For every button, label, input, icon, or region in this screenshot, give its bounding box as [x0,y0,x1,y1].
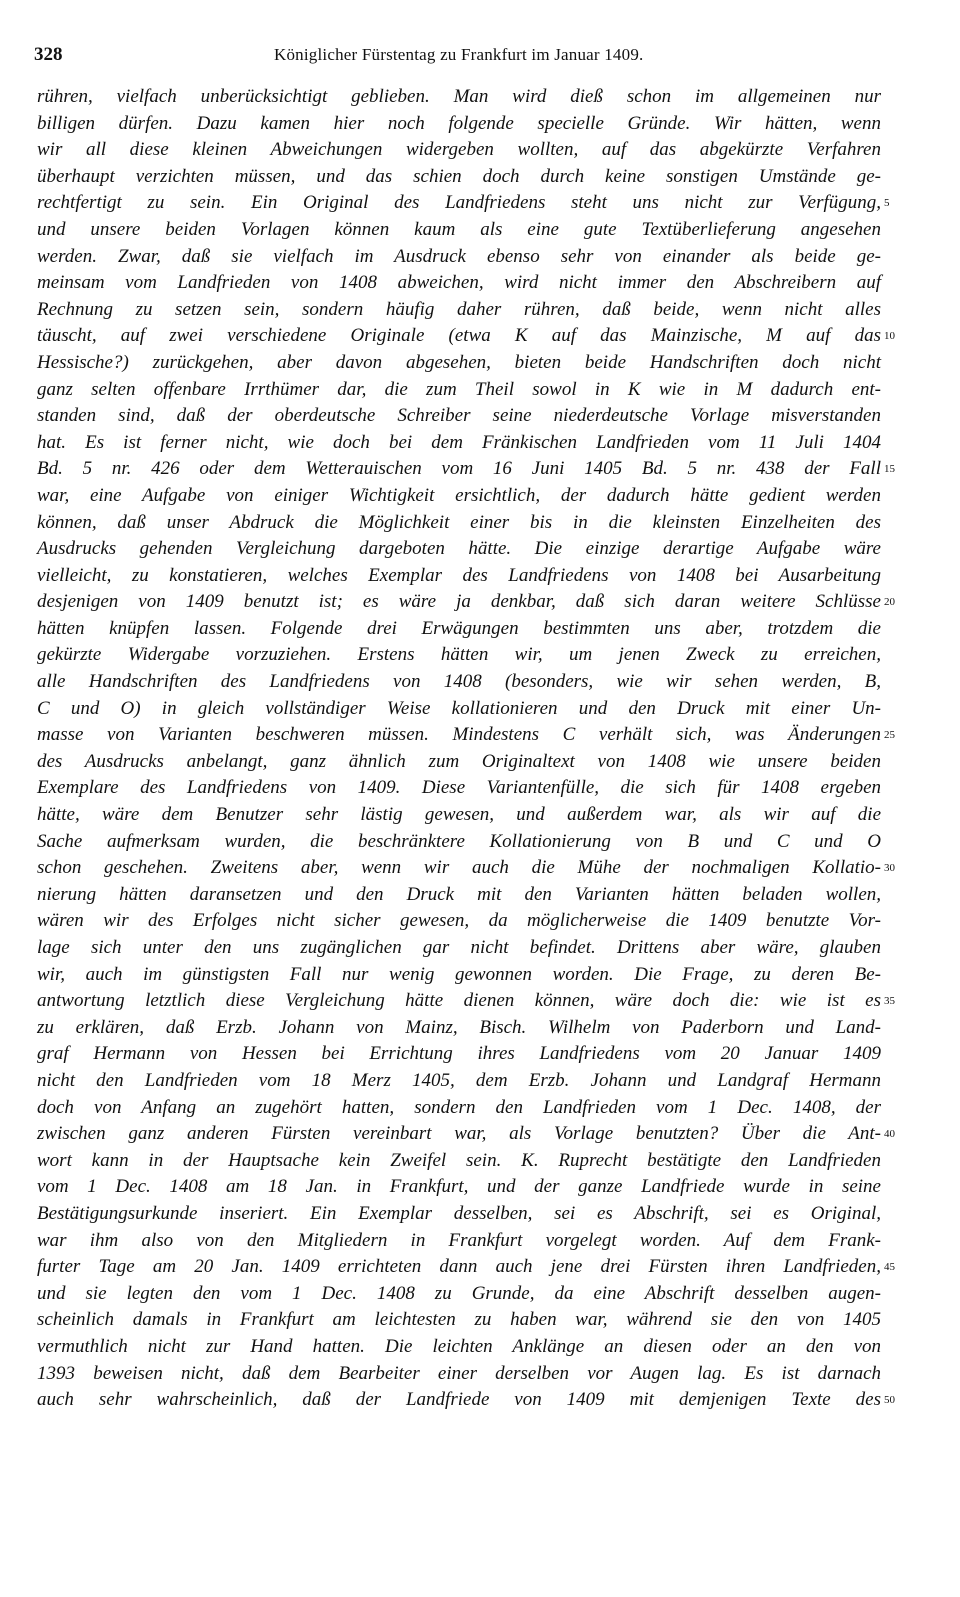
text-line: und sie legten den vom 1 Dec. 1408 zu Grunde, da eine Abschrift desselben augen- [37,1282,881,1304]
text-line: 1393 beweisen nicht, daß dem Bearbeiter einer derselben vor Augen lag. Es ist darnach [37,1362,881,1384]
text-line: hätte, wäre dem Benutzer sehr lästig gewesen, und außerdem war, als wir auf die [37,804,881,826]
margin-line-number: 35 [884,995,895,1008]
text-line: Bd. 5 nr. 426 oder dem Wetterauischen vom 16 Juni 1405 Bd. 5 nr. 438 der Fall [37,458,881,480]
margin-line-number: 5 [884,197,890,210]
text-line: zu erklären, daß Erzb. Johann von Mainz, Bisch. Wilhelm von Paderborn und Land- [37,1016,881,1038]
text-line: meinsam vom Landfrieden von 1408 abweichen, wird nicht immer den Abschreibern auf [37,272,881,294]
margin-line-number: 45 [884,1261,895,1274]
running-title: Königlicher Fürstentag zu Frankfurt im Januar 1409. [274,45,644,64]
text-line: rühren, vielfach unberücksichtigt geblieben. Man wird dieß schon im allgemeinen nur [37,86,881,107]
text-line: masse von Varianten beschweren müssen. Mindestens C verhält sich, was Änderungen [37,724,881,746]
margin-line-number: 20 [884,596,895,609]
text-line: war ihm also von den Mitgliedern in Frankfurt vorgelegt worden. Auf dem Frank- [37,1229,881,1251]
text-line: graf Hermann von Hessen bei Errichtung ihres Landfriedens vom 20 Januar 1409 [37,1043,881,1065]
text-line: rechtfertigt zu sein. Ein Original des Landfriedens steht uns nicht zur Verfügung, [37,192,881,214]
text-line: vermuthlich nicht zur Hand hatten. Die leichten Anklänge an diesen oder an den von [37,1335,881,1357]
margin-line-number: 15 [884,463,895,476]
text-line: vielleicht, zu konstatieren, welches Exemplar des Landfriedens von 1408 bei Ausarbeitung [37,564,881,586]
text-line: täuscht, auf zwei verschiedene Originale (etwa K auf das Mainzische, M auf das [37,325,881,347]
text-line: nicht den Landfrieden vom 18 Merz 1405, dem Erzb. Johann und Landgraf Hermann [37,1069,881,1091]
text-line: doch von Anfang an zugehört hatten, sondern den Landfrieden vom 1 Dec. 1408, der [37,1096,881,1118]
text-line: wir, auch im günstigsten Fall nur wenig gewonnen worden. Die Frage, zu deren Be- [37,963,881,985]
text-line: lage sich unter den uns zugänglichen gar nicht befindet. Drittens aber wäre, glauben [37,937,881,958]
text-line: Exemplare des Landfriedens von 1409. Diese Variantenfülle, die sich für 1408 ergeben [37,777,881,799]
text-line: furter Tage am 20 Jan. 1409 errichteten dann auch jene drei Fürsten ihren Landfrieden, [37,1256,881,1278]
text-line: C und O) in gleich vollständiger Weise kollationieren und den Druck mit einer Un- [37,697,881,719]
text-line: hätten knüpfen lassen. Folgende drei Erwägungen bestimmten uns aber, trotzdem die [37,617,881,639]
text-line: desjenigen von 1409 benutzt ist; es wäre ja denkbar, daß sich daran weitere Schlüsse [37,591,881,613]
text-line: war, eine Aufgabe von einiger Wichtigkeit ersichtlich, der dadurch hätte gedient werden [37,484,881,506]
text-line: Bestätigungsurkunde inseriert. Ein Exemplar desselben, sei es Abschrift, sei es Original, [37,1202,881,1224]
text-line: des Ausdrucks anbelangt, ganz ähnlich zum Originaltext von 1408 wie unsere beiden [37,750,881,772]
margin-line-number: 10 [884,330,895,343]
text-line: nierung hätten daransetzen und den Druck mit den Varianten hätten beladen wollen, [37,883,881,905]
page-header [34,44,900,74]
text-line: standen sind, daß der oberdeutsche Schreiber seine niederdeutsche Vorlage misverstanden [37,405,881,427]
text-line: werden. Zwar, daß sie vielfach im Ausdruck ebenso sehr von einander als beide ge- [37,245,881,267]
text-line: können, daß unser Abdruck die Möglichkeit einer bis in die kleinsten Einzelheiten des [37,511,881,533]
margin-line-number: 30 [884,862,895,875]
text-line: schon geschehen. Zweitens aber, wenn wir auch die Mühe der nochmaligen Kollatio- [37,857,881,879]
text-line: vom 1 Dec. 1408 am 18 Jan. in Frankfurt, und der ganze Landfriede wurde in seine [37,1176,881,1198]
text-line: wir all diese kleinen Abweichungen widergeben wollten, auf das abgekürzte Verfahren [37,139,881,161]
margin-line-number: 50 [884,1394,895,1407]
margin-line-number: 40 [884,1128,895,1141]
text-line: wären wir des Erfolges nicht sicher gewesen, da möglicherweise die 1409 benutzte Vor- [37,910,881,932]
text-line: Sache aufmerksam wurden, die beschränktere Kollationierung von B und C und O [37,830,881,852]
text-line: Hessische?) zurückgehen, aber davon abgesehen, bieten beide Handschriften doch nicht [37,351,881,373]
page-number: 328 [34,44,63,65]
text-line: hat. Es ist ferner nicht, wie doch bei dem Fränkischen Landfrieden vom 11 Juli 1404 [37,431,881,453]
text-line: Ausdrucks gehenden Vergleichung dargeboten hätte. Die einzige derartige Aufgabe wäre [37,538,881,560]
margin-line-number: 25 [884,729,895,742]
text-line: billigen dürfen. Dazu kamen hier noch folgende specielle Gründe. Wir hätten, wenn [37,112,881,134]
text-line: antwortung letztlich diese Vergleichung hätte dienen können, wäre doch die: wie ist es [37,990,881,1012]
text-line: überhaupt verzichten müssen, und das schien doch durch keine sonstigen Umstände ge- [37,165,881,187]
text-line: ganz selten offenbare Irrthümer dar, die zum Theil sowol in K wie in M dadurch ent- [37,378,881,400]
text-line: zwischen ganz anderen Fürsten vereinbart war, als Vorlage benutzten? Über die Ant- [37,1123,881,1145]
text-line: Rechnung zu setzen sein, sondern häufig daher rühren, daß beide, wenn nicht alles [37,298,881,320]
body-text [37,84,881,1414]
text-line: auch sehr wahrscheinlich, daß der Landfriede von 1409 mit demjenigen Texte des [37,1389,881,1411]
text-line: wort kann in der Hauptsache kein Zweifel sein. K. Ruprecht bestätigte den Landfrieden [37,1149,881,1171]
text-line: scheinlich damals in Frankfurt am leichtesten zu haben war, während sie den von 1405 [37,1309,881,1331]
text-line: alle Handschriften des Landfriedens von 1408 (besonders, wie wir sehen werden, B, [37,671,881,693]
text-line: gekürzte Widergabe vorzuziehen. Erstens hätten wir, um jenen Zweck zu erreichen, [37,644,881,666]
text-line: und unsere beiden Vorlagen können kaum als eine gute Textüberlieferung angesehen [37,218,881,240]
